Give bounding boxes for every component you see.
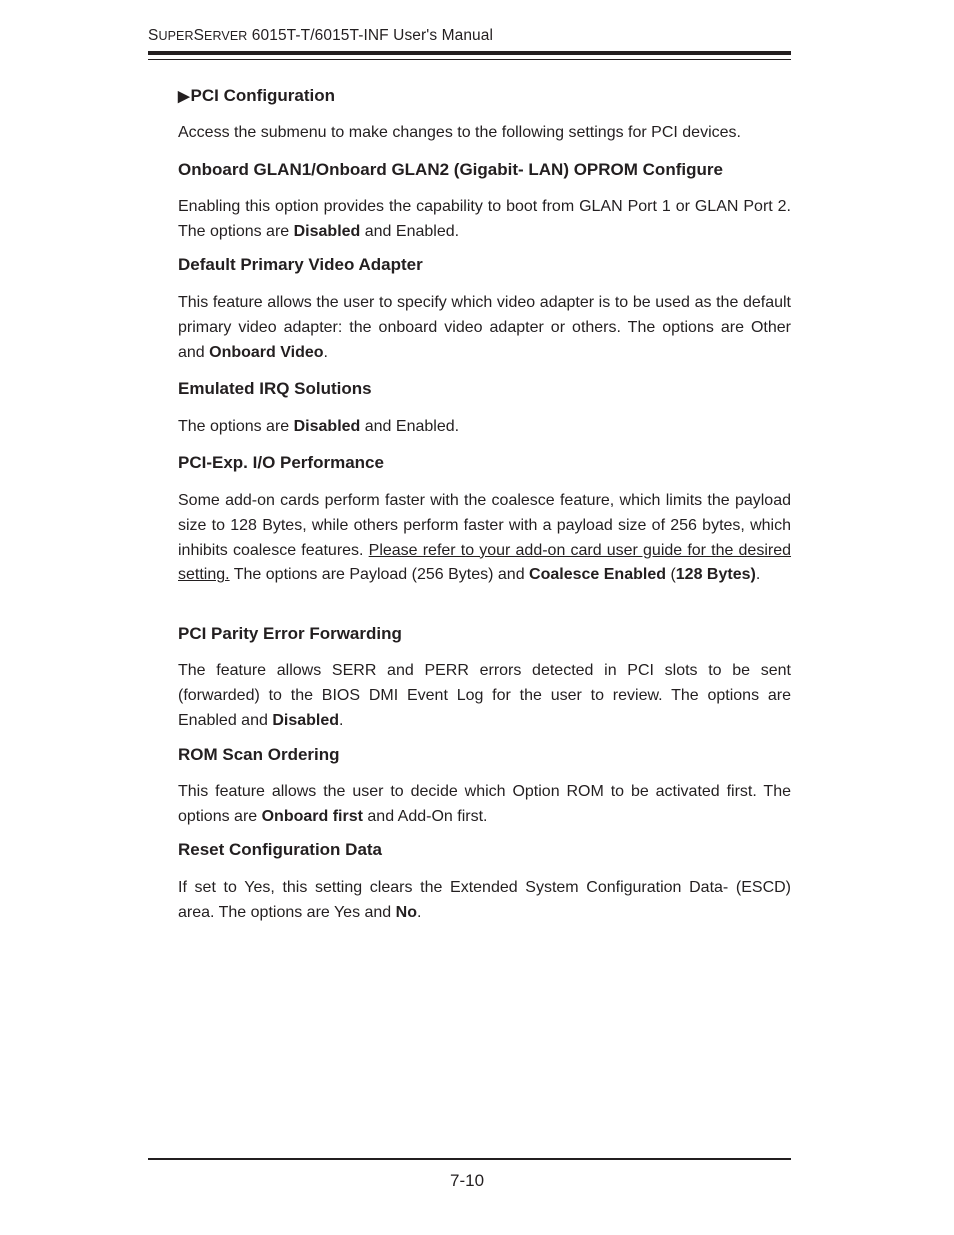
para-default-video bbox=[178, 291, 791, 365]
para-glan-oprom bbox=[178, 195, 791, 245]
header-s2: S bbox=[193, 27, 205, 44]
default-value: Coalesce Enabled bbox=[529, 566, 666, 584]
default-value: 128 Bytes) bbox=[675, 566, 756, 584]
text: . bbox=[323, 343, 328, 361]
default-value: Onboard Video bbox=[209, 343, 324, 361]
heading-pci-configuration bbox=[178, 86, 791, 106]
text: This feature allows the user to specify which video adapter is to be used as the default primary video adapter: the onboard video adapter or others. The options are Other and bbox=[178, 294, 791, 361]
text: This feature allows the user to decide which Option ROM to be activated first. The options are bbox=[178, 783, 791, 825]
default-value: Disabled bbox=[293, 418, 361, 435]
default-value: Disabled bbox=[272, 711, 339, 729]
heading-glan-oprom: Onboard GLAN1/Onboard GLAN2 (Gigabit- LAN) OPROM Configure bbox=[178, 160, 723, 179]
text: The options are Payload (256 Bytes) and bbox=[229, 566, 530, 584]
text: and Enabled. bbox=[360, 222, 460, 240]
para-parity-error bbox=[178, 659, 791, 733]
footer-rule bbox=[148, 1158, 791, 1160]
page-number: 7-10 bbox=[450, 1171, 485, 1190]
para-emulated-irq bbox=[178, 415, 791, 440]
heading-reset-config: Reset Configuration Data bbox=[178, 840, 383, 859]
header-rule-thin bbox=[148, 59, 791, 60]
para-reset-config bbox=[178, 876, 791, 926]
running-header bbox=[148, 27, 493, 45]
heading-rom-scan: ROM Scan Ordering bbox=[178, 745, 340, 764]
para-pciexp-io bbox=[178, 489, 791, 588]
header-erver: ERVER bbox=[204, 29, 248, 43]
text: . bbox=[416, 903, 422, 921]
heading-parity-error: PCI Parity Error Forwarding bbox=[178, 624, 402, 643]
heading-emulated-irq: Emulated IRQ Solutions bbox=[178, 379, 372, 398]
text: The options are bbox=[178, 418, 294, 435]
default-value: Disabled bbox=[293, 222, 361, 240]
text: . bbox=[339, 711, 344, 729]
text: ( bbox=[666, 566, 676, 584]
header-rest: 6015T-T/6015T-INF User's Manual bbox=[247, 27, 494, 44]
triangle-right-icon: ▶ bbox=[178, 88, 190, 105]
text: Enabling this option provides the capability to boot from GLAN Port 1 or GLAN Port 2. The options are bbox=[178, 198, 791, 240]
text: and Enabled. bbox=[360, 418, 460, 435]
text: If set to Yes, this setting clears the Extended System Configuration Data- (ESCD) area. The options are Yes and bbox=[178, 879, 791, 921]
text: and Add-On first. bbox=[362, 807, 488, 825]
heading-text: PCI Configuration bbox=[190, 86, 336, 105]
text: The feature allows SERR and PERR errors detected in PCI slots to be sent (forwarded) to the BIOS DMI Event Log for the user to review. The options are Enabled and bbox=[178, 662, 791, 729]
default-value: No bbox=[395, 903, 417, 921]
text: Some add-on cards perform faster with the coalesce feature, which limits the payload size to 128 Bytes, while others perform faster with a payload size of 256 bytes, which inhibits coalesce features. bbox=[178, 492, 791, 559]
default-value: Onboard first bbox=[261, 807, 363, 825]
text: . bbox=[755, 566, 761, 584]
header-rule-thick bbox=[148, 51, 791, 55]
underlined-note: Please refer to your add-on card user guide for the desired setting. bbox=[178, 541, 792, 584]
heading-pciexp-io: PCI-Exp. I/O Performance bbox=[178, 453, 384, 472]
para-rom-scan bbox=[178, 780, 791, 830]
header-uper: UPER bbox=[158, 29, 194, 43]
heading-default-video: Default Primary Video Adapter bbox=[178, 255, 423, 274]
para-pci-configuration: Access the submenu to make changes to the following settings for PCI devices. bbox=[178, 124, 741, 141]
header-s1: S bbox=[148, 27, 159, 44]
